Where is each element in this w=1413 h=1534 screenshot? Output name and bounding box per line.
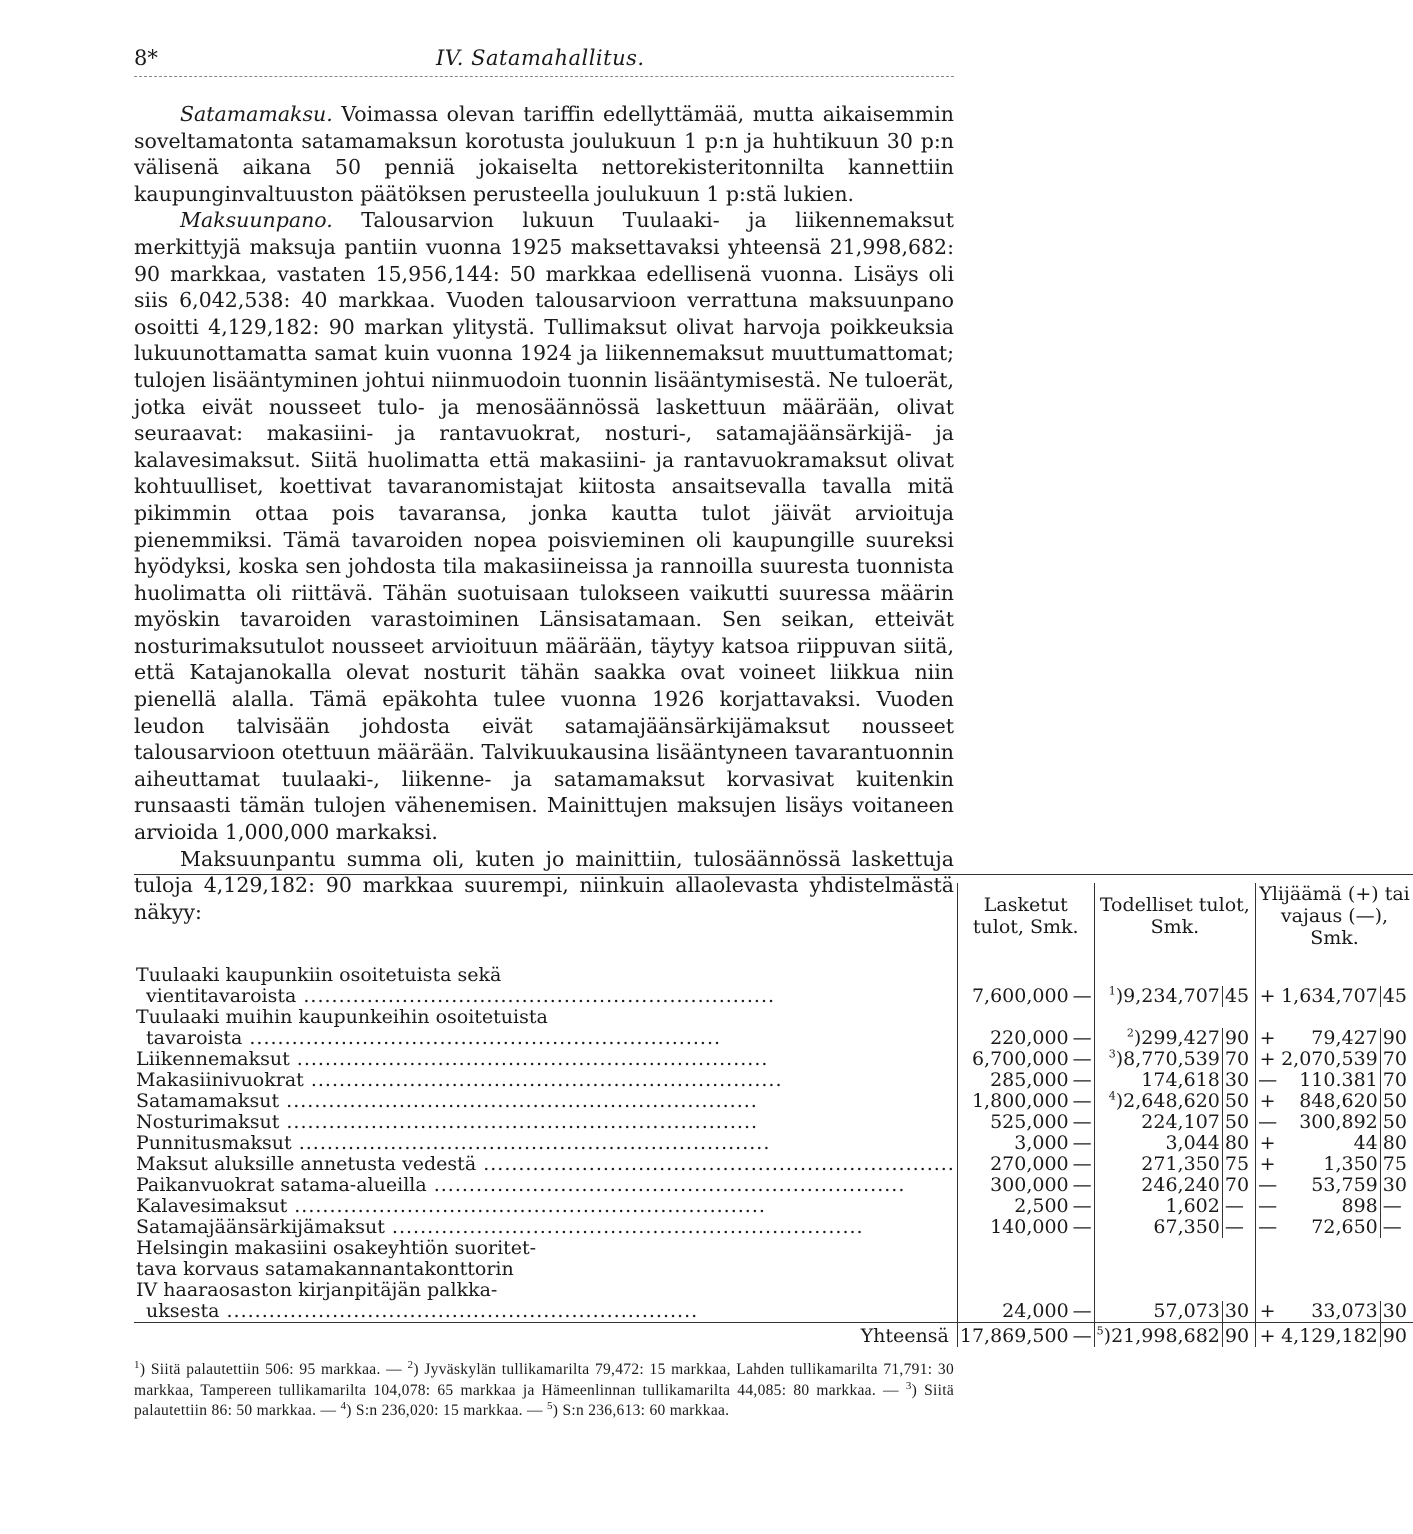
row-label-cell bbox=[134, 986, 957, 1007]
table-row bbox=[134, 1091, 1413, 1112]
revenue-table bbox=[134, 874, 1410, 1347]
diff-sign: — bbox=[1256, 1217, 1280, 1238]
row-label: Paikanvuokrat satama-alueilla ..... bbox=[136, 1174, 905, 1196]
row-label-cell bbox=[134, 1112, 957, 1133]
diff-sign: — bbox=[1256, 1070, 1280, 1091]
row-label-line: Helsingin makasiini osakeyhtiön suoritet- bbox=[136, 1237, 537, 1259]
lasketut-decimal: — bbox=[1072, 1216, 1092, 1238]
todelliset-amount: 271,350 bbox=[1141, 1153, 1220, 1175]
lasketut-value: 24,000 bbox=[957, 1301, 1070, 1323]
lasketut-decimal: — bbox=[1072, 985, 1092, 1007]
spacer-cell bbox=[1409, 1091, 1413, 1112]
table-row bbox=[134, 1301, 1413, 1323]
diff-value: 2,070,539 bbox=[1281, 1048, 1378, 1070]
diff-sign: + bbox=[1256, 986, 1280, 1007]
lasketut-value: 285,000 bbox=[957, 1070, 1070, 1091]
row-label: Kalavesimaksut ..... bbox=[136, 1195, 766, 1217]
diff-decimal: — bbox=[1380, 1217, 1409, 1238]
diff-decimal: — bbox=[1380, 1196, 1409, 1217]
todelliset-amount: 3,044 bbox=[1165, 1132, 1220, 1154]
diff-sign: + bbox=[1256, 1301, 1280, 1323]
spacer-cell bbox=[1409, 1301, 1413, 1323]
diff-decimal: 30 bbox=[1380, 1301, 1409, 1323]
table-row-continuation bbox=[134, 1259, 1413, 1280]
empty-cell bbox=[1256, 1007, 1413, 1028]
table-row bbox=[134, 1175, 1413, 1196]
table-row bbox=[134, 1133, 1413, 1154]
lasketut-value: 17,869,500 bbox=[957, 1323, 1070, 1348]
spacer-cell bbox=[1409, 1323, 1413, 1348]
row-label-cell bbox=[134, 1028, 957, 1049]
todelliset-amount: 299,427 bbox=[1141, 1027, 1220, 1049]
lasketut-decimal: — bbox=[1072, 1090, 1092, 1112]
paragraph-1-text: Voimassa olevan tariffin edellyttämää, mutta aikaisemmin soveltamatonta satamamaksun korotusta joulukuun 1 p:n ja huhtikuun 30 p:n välisenä aikana 50 penniä jokaiselta nettorekisteritonnilta kannettiin kaupunginvaltuuston päätöksen perusteella joulukuun 1 p:stä lukien. bbox=[134, 102, 954, 206]
diff-sign: + bbox=[1256, 1049, 1280, 1070]
todelliset-amount: 57,073 bbox=[1153, 1300, 1220, 1322]
table-row bbox=[134, 1154, 1413, 1175]
running-title: IV. Satamahallitus. bbox=[436, 46, 645, 70]
todelliset-amount: 2,648,620 bbox=[1123, 1090, 1220, 1112]
page-number: 8* bbox=[134, 46, 158, 70]
table-row bbox=[134, 986, 1413, 1007]
diff-sign: + bbox=[1256, 1154, 1280, 1175]
lasketut-value: 1,800,000 bbox=[957, 1091, 1070, 1112]
diff-value: 72,650 bbox=[1311, 1216, 1378, 1238]
empty-cell bbox=[1094, 1259, 1255, 1280]
diff-decimal: 90 bbox=[1380, 1323, 1409, 1348]
column-header-lasketut: Lasketut tulot, Smk. bbox=[957, 883, 1094, 949]
row-label-line: IV haaraosaston kirjanpitäjän palkka- bbox=[136, 1279, 498, 1301]
row-label-cell bbox=[134, 1259, 957, 1280]
footnote-ref: 1 bbox=[1108, 984, 1116, 998]
todelliset-decimal: 70 bbox=[1222, 1175, 1251, 1196]
table-row-continuation bbox=[134, 1280, 1413, 1301]
todelliset-value bbox=[1094, 1301, 1222, 1323]
todelliset-decimal: — bbox=[1222, 1196, 1251, 1217]
row-label-cell bbox=[134, 1280, 957, 1301]
footnote-2: Jyväskylän tullikamarilta 79,472: 15 markkaa, Lahden tullikamarilta 71,791: 30 markkaa, Tampereen tullikamarilta 104,078: 65 markkaa ja Hämeenlinnan tullikamarilta 44,085: 80 markkaa. — bbox=[134, 1361, 954, 1399]
row-label-cell bbox=[134, 1323, 957, 1348]
row-label: tavaroista ..... bbox=[146, 1027, 721, 1049]
lasketut-decimal: — bbox=[1072, 1174, 1092, 1196]
row-label: vientitavaroista ..... bbox=[146, 985, 775, 1007]
table-header-row bbox=[134, 883, 1413, 949]
total-row bbox=[134, 1323, 1413, 1348]
diff-decimal: 90 bbox=[1380, 1028, 1409, 1049]
todelliset-decimal: 70 bbox=[1222, 1049, 1251, 1070]
todelliset-decimal: 30 bbox=[1222, 1301, 1251, 1323]
diff-sign: — bbox=[1256, 1175, 1280, 1196]
table-row-continuation bbox=[134, 1238, 1413, 1259]
diff-value: 898 bbox=[1341, 1195, 1378, 1217]
diff-sign: — bbox=[1256, 1112, 1280, 1133]
footnote-3: Siitä palautettiin 86: 50 markkaa. — bbox=[134, 1381, 954, 1419]
lasketut-value: 270,000 bbox=[957, 1154, 1070, 1175]
todelliset-amount: 67,350 bbox=[1153, 1216, 1220, 1238]
empty-cell bbox=[957, 1280, 1094, 1301]
todelliset-value bbox=[1094, 1175, 1222, 1196]
todelliset-value bbox=[1094, 1112, 1222, 1133]
lasketut-value: 2,500 bbox=[957, 1196, 1070, 1217]
page-header bbox=[134, 46, 964, 78]
diff-value: 79,427 bbox=[1311, 1027, 1378, 1049]
spacer-cell bbox=[1409, 1049, 1413, 1070]
diff-value: 44 bbox=[1353, 1132, 1378, 1154]
header-divider bbox=[134, 76, 954, 77]
empty-cell bbox=[957, 1007, 1094, 1028]
empty-cell bbox=[1256, 1280, 1413, 1301]
row-label: Makasiinivuokrat ..... bbox=[136, 1069, 783, 1091]
lasketut-decimal: — bbox=[1072, 1300, 1092, 1322]
diff-decimal: 75 bbox=[1380, 1154, 1409, 1175]
lasketut-decimal: — bbox=[1072, 1153, 1092, 1175]
table-row-continuation bbox=[134, 965, 1413, 986]
footnote-3-mark: 3 bbox=[905, 1379, 912, 1392]
diff-sign: + bbox=[1256, 1133, 1280, 1154]
row-label: uksesta ..... bbox=[146, 1300, 698, 1322]
todelliset-decimal: 30 bbox=[1222, 1070, 1251, 1091]
diff-value: 300,892 bbox=[1299, 1111, 1378, 1133]
todelliset-amount: 8,770,539 bbox=[1123, 1048, 1220, 1070]
table-row bbox=[134, 1028, 1413, 1049]
footnote-4: S:n 236,020: 15 markkaa. — bbox=[355, 1402, 543, 1419]
table-row bbox=[134, 1070, 1413, 1091]
todelliset-value: $^4$)2,648,620 bbox=[1094, 1091, 1222, 1112]
footnote-1-mark: 1 bbox=[134, 1358, 140, 1371]
row-label-cell bbox=[134, 1175, 957, 1196]
diff-value: 53,759 bbox=[1311, 1174, 1378, 1196]
table-body bbox=[134, 965, 1413, 1347]
lasketut-value: 140,000 bbox=[957, 1217, 1070, 1238]
body-text bbox=[134, 101, 954, 925]
empty-cell bbox=[957, 965, 1094, 986]
row-label-cell bbox=[134, 1070, 957, 1091]
paragraph-3: Maksuunpantu summa oli, kuten jo mainittiin, tulosäännössä laskettuja tuloja 4,129,182: 90 markkaa suurempi, niinkuin allaolevasta yhdistelmästä näkyy: bbox=[134, 846, 954, 924]
diff-decimal: 70 bbox=[1380, 1049, 1409, 1070]
todelliset-decimal: 50 bbox=[1222, 1091, 1251, 1112]
todelliset-value bbox=[1094, 1133, 1222, 1154]
todelliset-decimal: 75 bbox=[1222, 1154, 1251, 1175]
todelliset-amount: 246,240 bbox=[1141, 1174, 1220, 1196]
footnote-5: S:n 236,613: 60 markkaa. bbox=[562, 1402, 730, 1419]
empty-cell bbox=[1094, 1280, 1255, 1301]
diff-value: 110.381 bbox=[1299, 1069, 1378, 1091]
diff-sign: + bbox=[1256, 1323, 1280, 1348]
diff-value: 4,129,182 bbox=[1279, 1323, 1380, 1348]
todelliset-amount: 1,602 bbox=[1165, 1195, 1220, 1217]
empty-cell bbox=[1256, 1259, 1413, 1280]
paragraph-satamamaksu bbox=[134, 101, 954, 207]
spacer-cell bbox=[1409, 1112, 1413, 1133]
row-label-cell bbox=[134, 1196, 957, 1217]
lasketut-decimal: — bbox=[1072, 1048, 1092, 1070]
todelliset-value: $^1$)9,234,707 bbox=[1094, 986, 1222, 1007]
todelliset-amount: 174,618 bbox=[1141, 1069, 1220, 1091]
column-header-ylijaama: Ylijäämä (+) tai vajaus (—), Smk. bbox=[1256, 883, 1413, 949]
row-label-cell bbox=[134, 1133, 957, 1154]
todelliset-value: $^2$)299,427 bbox=[1094, 1028, 1222, 1049]
paragraph-maksuunpano bbox=[134, 207, 954, 845]
footnote-5-mark: 5 bbox=[546, 1399, 553, 1412]
diff-value: 33,073 bbox=[1311, 1300, 1378, 1322]
row-label-cell bbox=[134, 1238, 957, 1259]
todelliset-amount: 224,107 bbox=[1141, 1111, 1220, 1133]
footnote-ref: 2 bbox=[1126, 1026, 1134, 1040]
spacer-cell bbox=[1409, 1217, 1413, 1238]
todelliset-value: $^3$)8,770,539 bbox=[1094, 1049, 1222, 1070]
empty-cell bbox=[957, 1259, 1094, 1280]
todelliset-decimal: 45 bbox=[1222, 986, 1251, 1007]
table-row bbox=[134, 1196, 1413, 1217]
table-row bbox=[134, 1217, 1413, 1238]
row-label-cell bbox=[134, 1091, 957, 1112]
table-row-continuation bbox=[134, 1007, 1413, 1028]
todelliset-value bbox=[1094, 1217, 1222, 1238]
lasketut-value: 7,600,000 bbox=[957, 986, 1070, 1007]
table-row bbox=[134, 1112, 1413, 1133]
diff-sign: + bbox=[1256, 1028, 1280, 1049]
todelliset-amount: 21,998,682 bbox=[1111, 1325, 1220, 1347]
footnote-4-mark: 4 bbox=[340, 1399, 347, 1412]
lasketut-value: 525,000 bbox=[957, 1112, 1070, 1133]
lasketut-value: 220,000 bbox=[957, 1028, 1070, 1049]
footnote-2-mark: 2 bbox=[407, 1358, 414, 1371]
footnote-ref: 5 bbox=[1096, 1324, 1104, 1338]
todelliset-decimal: 50 bbox=[1222, 1112, 1251, 1133]
row-label: Nosturimaksut ..... bbox=[136, 1111, 758, 1133]
empty-cell bbox=[1094, 1007, 1255, 1028]
row-label-cell bbox=[134, 1007, 957, 1028]
column-header-todelliset: Todelliset tulot, Smk. bbox=[1094, 883, 1255, 949]
diff-value: 1,350 bbox=[1323, 1153, 1378, 1175]
diff-decimal: 80 bbox=[1380, 1133, 1409, 1154]
lasketut-decimal: — bbox=[1072, 1195, 1092, 1217]
empty-cell bbox=[957, 1238, 1094, 1259]
row-label-cell bbox=[134, 1154, 957, 1175]
todelliset-decimal: 90 bbox=[1222, 1323, 1251, 1348]
todelliset-value bbox=[1094, 1196, 1222, 1217]
row-label: Yhteensä bbox=[860, 1325, 949, 1347]
row-label: Satamajäänsärkijämaksut ..... bbox=[136, 1216, 864, 1238]
empty-cell bbox=[1094, 1238, 1255, 1259]
lasketut-decimal: — bbox=[1072, 1069, 1092, 1091]
diff-decimal: 50 bbox=[1380, 1112, 1409, 1133]
heading-maksuunpano: Maksuunpano. bbox=[180, 208, 333, 233]
row-label-cell bbox=[134, 1217, 957, 1238]
row-label: Liikennemaksut ..... bbox=[136, 1048, 768, 1070]
todelliset-decimal: 90 bbox=[1222, 1028, 1251, 1049]
todelliset-value bbox=[1094, 1154, 1222, 1175]
row-label: Tuulaaki muihin kaupunkeihin osoitetuista bbox=[136, 1006, 548, 1028]
empty-cell bbox=[1256, 1238, 1413, 1259]
spacer-cell bbox=[1409, 1196, 1413, 1217]
row-label: Maksut aluksille annetusta vedestä ..... bbox=[136, 1153, 955, 1175]
diff-decimal: 50 bbox=[1380, 1091, 1409, 1112]
footnote-ref: 3 bbox=[1108, 1047, 1116, 1061]
footnotes: $^1$) Siitä palautettiin 506: 95 markkaa. — $^2$) Jyväskylän tullikamarilta 79,472: 15 markkaa, Lahden tullikamarilta 71,791: 30 markkaa, Tampereen tullikamarilta 104,078: 65 markkaa ja Hämeenlinnan tullikamarilta 44,085: 80 markkaa. — $^3$) Siitä palautettiin 86: 50 markkaa. — $^4$) S:n 236,020: 15 markkaa. — $^5$) S:n 236,613: 60 markkaa. bbox=[134, 1358, 954, 1419]
diff-decimal: 30 bbox=[1380, 1175, 1409, 1196]
empty-cell bbox=[1256, 965, 1413, 986]
spacer-cell bbox=[1409, 986, 1413, 1007]
heading-satamamaksu: Satamamaksu. bbox=[180, 102, 333, 126]
todelliset-value: $^5$)21,998,682 bbox=[1094, 1323, 1222, 1348]
footnote-1: Siitä palautettiin 506: 95 markkaa. — bbox=[150, 1361, 402, 1378]
diff-value: 848,620 bbox=[1299, 1090, 1378, 1112]
lasketut-decimal: — bbox=[1072, 1132, 1092, 1154]
spacer-cell bbox=[1409, 1133, 1413, 1154]
row-label-cell bbox=[134, 1049, 957, 1070]
row-label: Satamamaksut ..... bbox=[136, 1090, 758, 1112]
empty-cell bbox=[1094, 965, 1255, 986]
todelliset-amount: 9,234,707 bbox=[1123, 985, 1220, 1007]
diff-decimal: 45 bbox=[1380, 986, 1409, 1007]
todelliset-decimal: 80 bbox=[1222, 1133, 1251, 1154]
footnote-ref: 4 bbox=[1108, 1089, 1116, 1103]
table-row bbox=[134, 1049, 1413, 1070]
row-label: Punnitusmaksut ..... bbox=[136, 1132, 770, 1154]
todelliset-value bbox=[1094, 1070, 1222, 1091]
lasketut-value: 6,700,000 bbox=[957, 1049, 1070, 1070]
spacer-cell bbox=[1409, 1070, 1413, 1091]
row-label: Tuulaaki kaupunkiin osoitetuista sekä bbox=[136, 964, 502, 986]
diff-sign: + bbox=[1256, 1091, 1280, 1112]
spacer-cell bbox=[1409, 1175, 1413, 1196]
row-label-cell bbox=[134, 1301, 957, 1323]
spacer-cell bbox=[1409, 1028, 1413, 1049]
lasketut-value: 300,000 bbox=[957, 1175, 1070, 1196]
lasketut-decimal: — bbox=[1071, 1323, 1095, 1348]
lasketut-decimal: — bbox=[1072, 1111, 1092, 1133]
lasketut-value: 3,000 bbox=[957, 1133, 1070, 1154]
todelliset-decimal: — bbox=[1222, 1217, 1251, 1238]
paragraph-2-text: Talousarvion lukuun Tuulaaki- ja liikennemaksut merkittyjä maksuja pantiin vuonna 1925 maksettavaksi yhteensä 21,998,682: 90 markkaa, vastaten 15,956,144: 50 markkaa edellisenä vuonna. Lisäys oli siis 6,042,538: 40 markkaa. Vuoden talousarvioon verrattuna maksuunpano osoitti 4,129,182: 90 markan ylitystä. Tullimaksut olivat harvoja poikkeuksia lukuunottamatta samat kuin vuonna 1924 ja liikennemaksut muuttumattomat; tulojen lisääntyminen johtui niinmuodoin tuonnin lisääntymisestä. Ne tuloerät, jotka eivät nousseet tulo- ja menosäännössä laskettuun määrään, olivat seuraavat: makasiini- ja rantavuokrat, nosturi-, satamajäänsärkijä- ja kalavesimaksut. Siitä huolimatta että makasiini- ja rantavuokramaksut olivat kohtuulliset, koettivat tavaranomistajat kiitosta ansaitsevalla tavalla mitä pikimmin ottaa pois tavaransa, jonka kautta tulot jäivät arvioituja pienemmiksi. Tämä tavaroiden nopea poisvieminen oli kaupungille suureksi hyödyksi, koska sen johdosta tila makasiineissa ja rannoilla suuresta tuonnista huolimatta oli riittävä. Tähän suotuisaan tulokseen vaikutti suuressa määrin myöskin tavaroiden varastoiminen Länsisatamaan. Sen seikan, etteivät nosturimaksutulot nousseet arvioituun määrään, täytyy katsoa riippuvan siitä, että Katajanokalla olevat nosturit tähän saakka ovat voineet liikkua niin pienellä alalla. Tämä epäkohta tulee vuonna 1926 korjattavaksi. Vuoden leudon talvisään johdosta eivät satamajäänsärkijämaksut nousseet talousarvioon otettuun määrään. Talvikuukausina lisääntyneen tavarantuonnin aiheuttamat tuulaaki-, liikenne- ja satamamaksut korvasivat kuitenkin runsaasti tämän tulojen vähenemisen. Mainittujen maksujen lisäys voitaneen arvioida 1,000,000 markaksi. bbox=[134, 208, 954, 845]
diff-decimal: 70 bbox=[1380, 1070, 1409, 1091]
diff-value: 1,634,707 bbox=[1281, 985, 1378, 1007]
spacer-cell bbox=[1409, 1154, 1413, 1175]
lasketut-decimal: — bbox=[1072, 1027, 1092, 1049]
row-label-line: tava korvaus satamakannantakonttorin bbox=[136, 1258, 514, 1280]
row-label-cell bbox=[134, 965, 957, 986]
diff-sign: — bbox=[1256, 1196, 1280, 1217]
